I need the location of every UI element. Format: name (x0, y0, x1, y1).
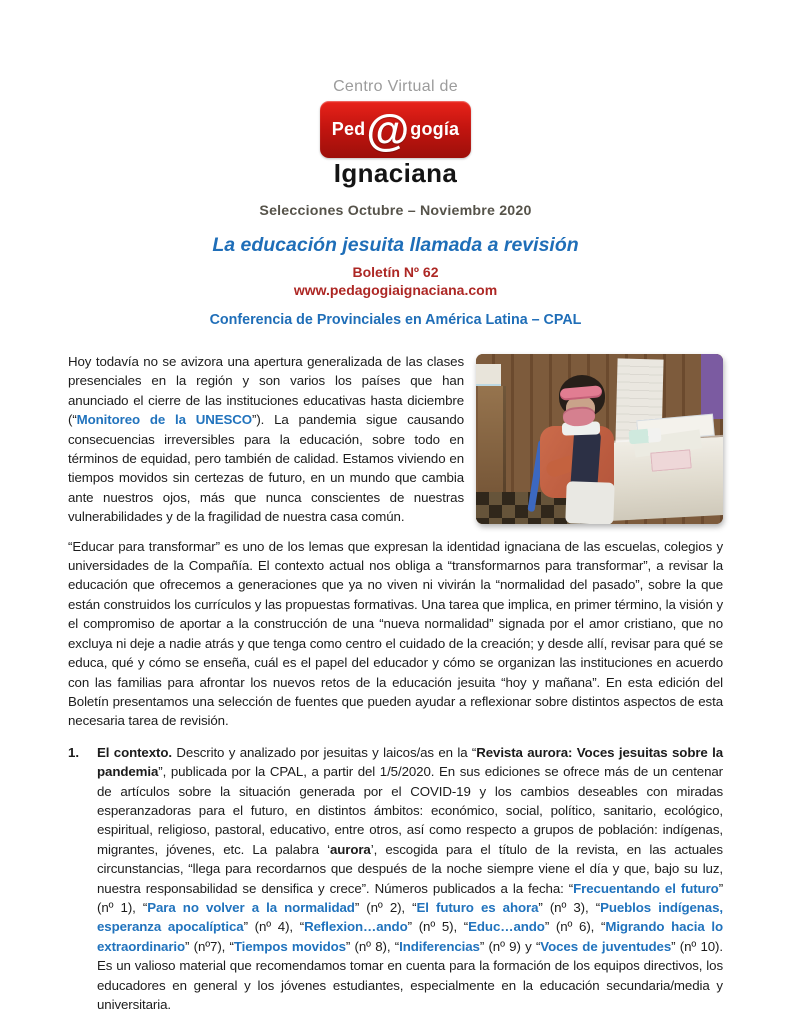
text-run: ” (nº 8), “ (345, 938, 400, 954)
photo-girl-apron (565, 481, 614, 524)
logo-text-ped: Ped (331, 119, 366, 139)
logo (0, 95, 791, 158)
logo-name: Ignaciana (333, 158, 458, 188)
inline-link[interactable]: Frecuentando el futuro (573, 880, 719, 896)
numbered-item-text (97, 743, 723, 1015)
body-paragraph (68, 537, 723, 731)
text-run: aurora (329, 841, 371, 857)
text-run: ” (nº 5), “ (407, 919, 469, 935)
photo-pencil-case (629, 427, 662, 443)
organization-line: Conferencia de Provinciales en América Latina – CPAL (209, 312, 582, 328)
text-run: El contexto. (97, 744, 172, 760)
inline-link[interactable]: Tiempos movidos (233, 938, 346, 954)
photo-purple-corner (701, 354, 723, 419)
inline-link[interactable]: El futuro es ahora (416, 899, 539, 915)
list-number: 1. (68, 744, 80, 760)
document-header (0, 0, 791, 328)
text-run: ” (nº 3), “ (538, 899, 601, 915)
intro-paragraph-text (68, 354, 464, 524)
at-icon: @ (366, 105, 410, 155)
text-run: ” (nº 4), “ (243, 919, 305, 935)
intro-paragraph (68, 352, 723, 527)
text-run: Hoy todavía no se avizora una apertura generalizada de las clases presenciales en la región y son varios los países que han anunciado el cierre de las instituciones educativas hasta diciembre (“ (68, 354, 464, 428)
text-run: Revista aurora: Voces jesuitas sobre la pandemia (97, 744, 724, 780)
text-run: ” (nº7), “ (185, 938, 234, 954)
document-body (68, 352, 723, 1014)
inline-link[interactable]: Pueblos indígenas, esperanza apocalíptica (97, 899, 723, 935)
text-run: ”, publicada por la CPAL, a partir del 1/5/2020. En sus ediciones se ofrece más de un centenar de artículos sobre la situación generada por el COVID-19 y los cambios deseables con miradas esperanzadoras para el futuro, en distintos ámbitos: económico, social, político, sanitario, ecológico, espiritual, religioso, pastoral, educativo, entre otros, así como respecto a grupos de población: indígenas, migrantes, jóvenes, etc. La palabra ‘ (97, 764, 723, 857)
text-run: ’, escogida para el título de la revista, en las actuales circunstancias, “llega para recordarnos que después de la noche siempre viene el día y que, bajo su luz, nuestra responsabilidad se densifica y crece”. Números publicados a la fecha: “ (97, 841, 723, 896)
website-link[interactable]: www.pedagogiaignaciana.com (293, 282, 498, 298)
text-run: ” (nº 1), “ (97, 880, 724, 915)
photo-notebook (651, 449, 692, 471)
text-run: ” (nº 10). Es un valioso material que recomendamos tomar en cuenta para la formación de los equipos directivos, los educadores en general y los jóvenes estudiantes, especialmente en la educación secundaria/media y universitaria. (97, 938, 723, 1012)
page-title: La educación jesuita llamada a revisión (212, 234, 579, 256)
text-run: ” (nº 2), “ (354, 899, 417, 915)
logo-tagline: Centro Virtual de (333, 78, 458, 95)
inline-link[interactable]: Reflexion…ando (304, 919, 408, 935)
inline-link[interactable]: Para no volver a la normalidad (147, 899, 355, 915)
inline-link[interactable]: Voces de juventudes (540, 938, 672, 954)
classroom-photo (476, 354, 723, 524)
inline-link[interactable]: Monitoreo de la UNESCO (76, 412, 253, 428)
numbered-item-1 (68, 743, 723, 1015)
text-run: ” (nº 9) y “ (479, 938, 541, 954)
inline-link[interactable]: Indiferencias (399, 938, 480, 954)
inline-link[interactable]: Educ…ando (468, 919, 545, 935)
text-run: ”). La pandemia sigue causando consecuencias irreversibles para la educación, sobre todo en términos de equidad, pero también de calidad. Estamos viviendo en tiempos movidos sin certezas de futuro, en un mundo que cambia ante nuestros ojos, más que nunca conscientes de nuestras vulnerabilidades y de la fragilidad de nuestra casa común. (68, 412, 464, 525)
text-run: Descrito y analizado por jesuitas y laicos/as en la “ (171, 744, 477, 760)
logo-text-gogia: gogía (410, 119, 460, 139)
text-run: “Educar para transformar” es uno de los lemas que expresan la identidad ignaciana de las escuelas, colegios y universidades de la Compañía. El contexto actual nos obliga a “transformarnos para transformar”, a revisar la educación que ofrecemos a generaciones que ya no viven ni vivirán la “normalidad del pasado”, sobre la que están construidos los currículos y las propuestas formativas. Una tarea que implica, en primer término, la visión y el compromiso de aportar a la construcción de una “nueva normalidad” signada por el amor cristiano, que no excluya ni deje a nadie atrás y que tenga como centro el cuidado de la creación; y desde allí, revisar para qué se educa, qué y cómo se enseña, cuál es el papel del educador y cómo se organizan las instituciones en acuerdo con las familias para afrontar los nuevos retos de la educación jesuita “hoy y mañana”. En esta edición del Boletín presentamos una selección de fuentes que pueden ayudar a reflexionar sobre distintos aspectos de esta necesaria tarea de revisión. (68, 538, 723, 729)
selections-line: Selecciones Octubre – Noviembre 2020 (259, 203, 532, 219)
pedagogia-logo-badge (320, 101, 471, 158)
text-run: ” (nº 6), “ (544, 919, 606, 935)
photo-shelf-box (476, 364, 501, 386)
inline-link[interactable]: Migrando hacia lo extraordinario (97, 919, 724, 954)
bulletin-number: Boletín Nº 62 (352, 264, 439, 280)
